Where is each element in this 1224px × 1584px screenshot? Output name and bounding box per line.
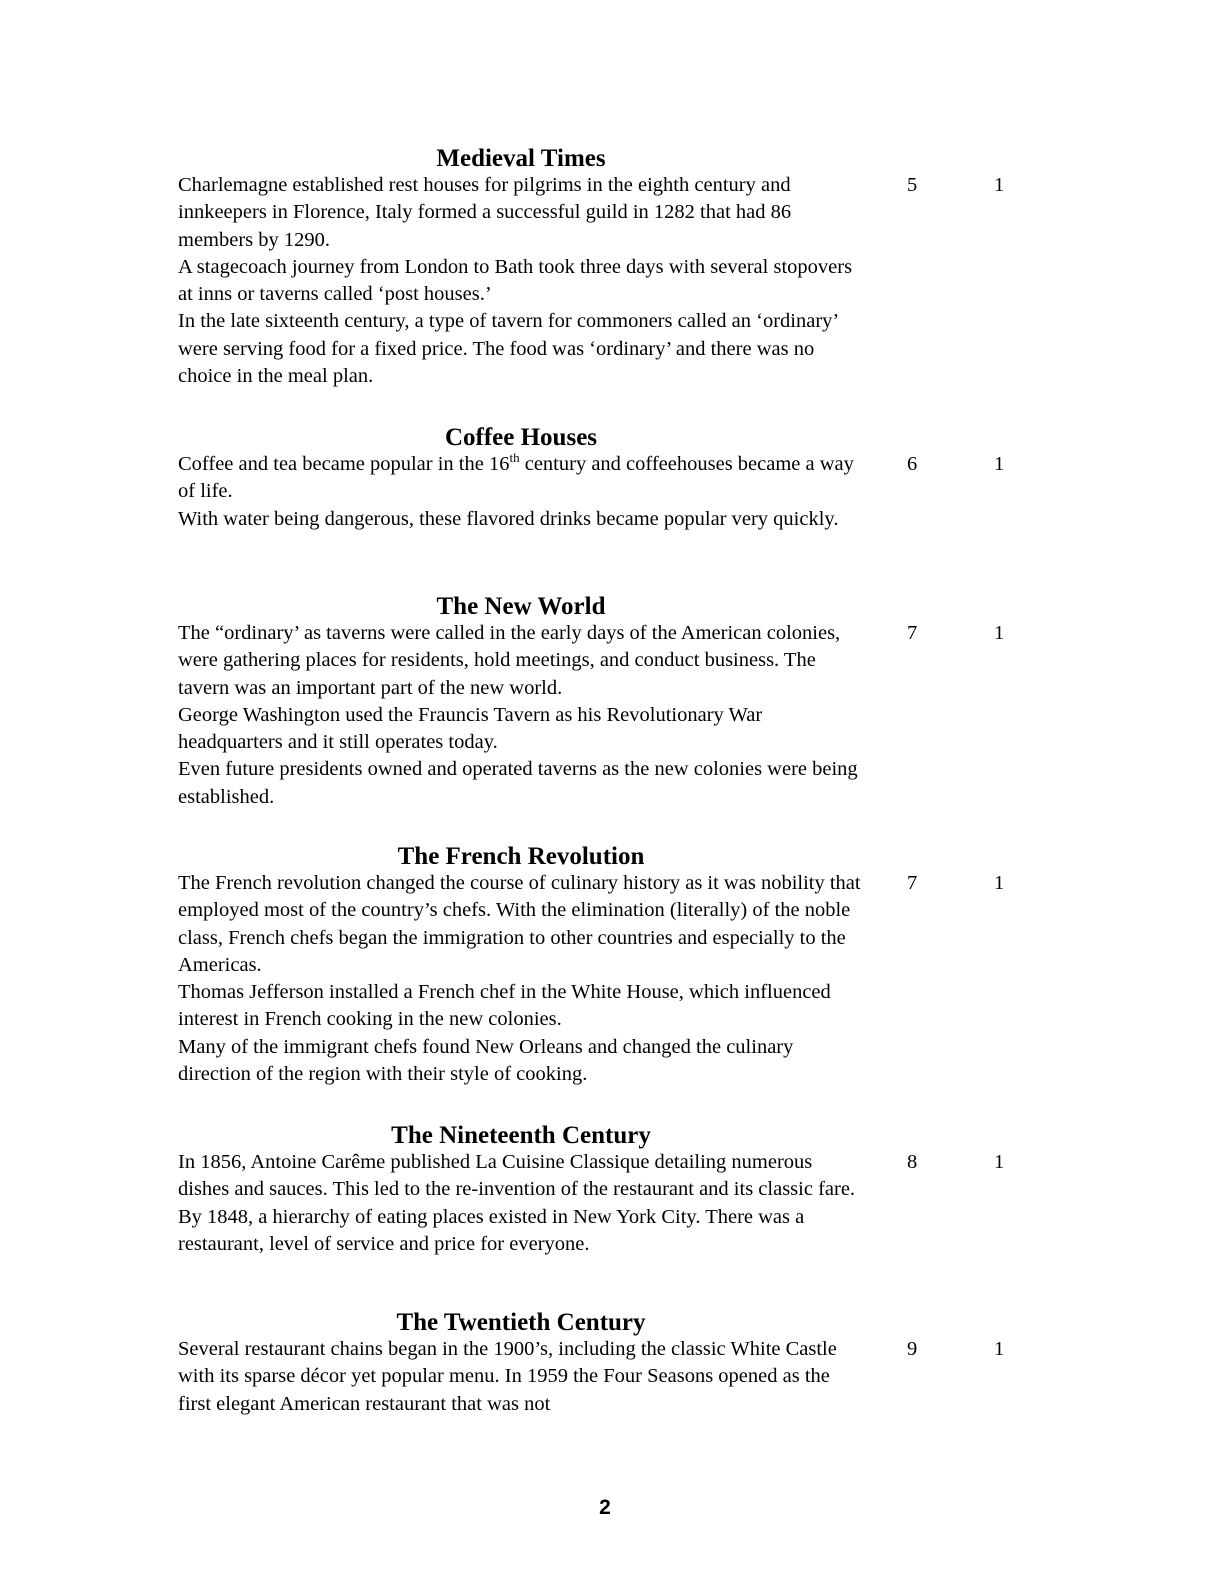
column-value-b: 1 — [994, 453, 1005, 475]
section-heading: Coffee Houses — [444, 424, 598, 451]
paragraph: The “ordinary’ as taverns were called in the early days of the American colonies, were gathering places for residents, hold meetings, and conduct business. The tavern was an important part of the new world. — [178, 622, 841, 699]
paragraph: Thomas Jefferson installed a French chef in the White House, which influenced interest in French cooking in the new colonies. — [178, 981, 831, 1031]
paragraph: Many of the immigrant chefs found New Orleans and changed the culinary direction of the region with their style of cooking. — [178, 1035, 794, 1086]
section-heading: The Twentieth Century — [396, 1309, 646, 1336]
column-value-a: 5 — [907, 174, 918, 196]
section-body — [178, 1149, 868, 1258]
column-value-b: 1 — [994, 174, 1005, 196]
paragraph — [178, 451, 868, 506]
page-number: 2 — [599, 1496, 611, 1519]
paragraph-text-before-superscript: Coffee and tea became popular in the 16 — [178, 453, 510, 475]
paragraph: A stagecoach journey from London to Bath took three days with several stopovers at inns or taverns called ‘post houses.’ — [178, 255, 853, 306]
paragraph: Charlemagne established rest houses for pilgrims in the eighth century and innkeepers in Florence, Italy formed a successful guild in 1282 that had 86 members by 1290. — [178, 174, 792, 251]
paragraph: Several restaurant chains began in the 1900’s, including the classic White Castle with its sparse décor yet popular menu. In 1959 the Four Seasons opened as the first elegant American restaurant that was not — [178, 1338, 837, 1415]
column-value-b: 1 — [994, 1338, 1005, 1360]
column-value-b: 1 — [994, 872, 1005, 894]
column-value-a: 7 — [907, 872, 918, 894]
section-body — [178, 451, 868, 533]
paragraph: The French revolution changed the course of culinary history as it was nobility that employed most of the country’s chefs. With the elimination (literally) of the noble class, French chefs began the immigration to other countries and especially to the Americas. — [178, 872, 861, 976]
column-value-b: 1 — [994, 622, 1005, 644]
section-heading: The Nineteenth Century — [391, 1122, 651, 1149]
paragraph: With water being dangerous, these flavored drinks became popular very quickly. — [178, 507, 839, 530]
paragraph: Even future presidents owned and operated taverns as the new colonies were being established. — [178, 758, 858, 808]
section-body — [178, 172, 868, 390]
column-value-b: 1 — [994, 1151, 1005, 1173]
column-value-a: 8 — [907, 1151, 918, 1173]
paragraph-text-after-superscript: century and coffeehouses became a way of life. — [178, 453, 854, 503]
section-body — [178, 870, 868, 1088]
section-heading: The New World — [436, 593, 606, 620]
column-value-a: 7 — [907, 622, 918, 644]
column-value-a: 9 — [907, 1338, 918, 1360]
paragraph: In 1856, Antoine Carême published La Cuisine Classique detailing numerous dishes and sauces. This led to the re-invention of the restaurant and its classic fare. By 1848, a hierarchy of eating places existed in New York City. There was a restaurant, level of service and price for everyone. — [178, 1151, 856, 1255]
section-body — [178, 620, 868, 811]
column-value-a: 6 — [907, 453, 918, 475]
superscript: th — [509, 450, 520, 465]
section-body — [178, 1336, 868, 1418]
section-heading: The French Revolution — [397, 843, 645, 870]
paragraph: In the late sixteenth century, a type of tavern for commoners called an ‘ordinary’ were serving food for a fixed price. The food was ‘ordinary’ and there was no choice in the meal plan. — [178, 310, 838, 388]
paragraph: George Washington used the Frauncis Tavern as his Revolutionary War headquarters and it still operates today. — [178, 703, 763, 754]
section-heading: Medieval Times — [436, 145, 606, 172]
